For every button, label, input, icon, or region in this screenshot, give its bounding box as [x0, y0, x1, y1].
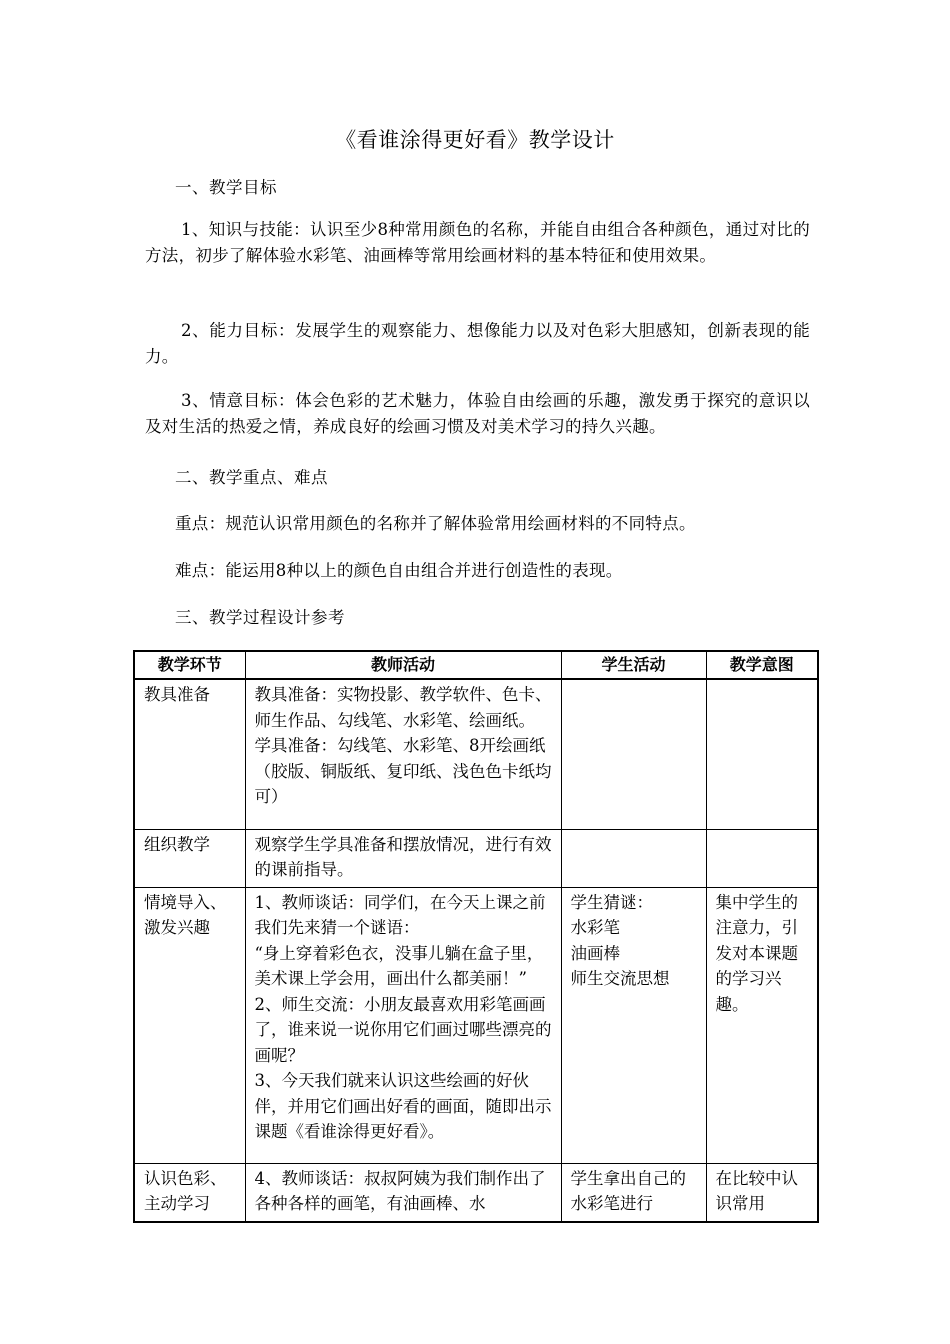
column-header-student-activity: 学生活动	[561, 651, 706, 679]
student-activity-cell: 学生拿出自己的水彩笔进行	[561, 1163, 706, 1222]
table-row	[134, 887, 818, 1163]
page-title: 《看谁涂得更好看》教学设计	[335, 128, 615, 152]
teaching-intent-cell: 在比较中认识常用	[706, 1163, 818, 1222]
section-heading-goals: 一、教学目标	[175, 178, 277, 197]
goal-paragraph-emotion: 3、情意目标：体会色彩的艺术魅力，体验自由绘画的乐趣，激发勇于探究的意识以及对生活的热爱之情，养成良好的绘画习惯及对美术学习的持久兴趣。	[145, 391, 810, 436]
table-row	[134, 679, 818, 829]
goal-paragraph-ability: 2、能力目标：发展学生的观察能力、想像能力以及对色彩大胆感知，创新表现的能力。	[145, 321, 810, 366]
difficult-point-text: 难点：能运用8种以上的颜色自由组合并进行创造性的表现。	[175, 561, 623, 580]
section-heading-process: 三、教学过程设计参考	[175, 608, 345, 627]
column-header-teaching-intent: 教学意图	[706, 651, 818, 679]
goal-paragraph-knowledge: 1、知识与技能：认识至少8种常用颜色的名称，并能自由组合各种颜色，通过对比的方法，初步了解体验水彩笔、油画棒等常用绘画材料的基本特征和使用效果。	[145, 220, 810, 265]
lesson-process-table	[133, 650, 819, 1223]
key-point-text: 重点：规范认识常用颜色的名称并了解体验常用绘画材料的不同特点。	[175, 514, 696, 533]
teacher-activity-cell: 1、教师谈话：同学们，在今天上课之前我们先来猜一个谜语： “身上穿着彩色衣，没事儿躺在盒子里，美术课上学会用，画出什么都美丽！” 2、师生交流：小朋友最喜欢用彩笔画画了，谁来说一说你用它们画过哪些漂亮的画呢？ 3、今天我们就来认识这些绘画的好伙伴，并用它们画出好看的画面，随即出示课题《看谁涂得更好看》。	[245, 887, 561, 1163]
teacher-activity-cell: 教具准备：实物投影、教学软件、色卡、师生作品、勾线笔、水彩笔、绘画纸。 学具准备：勾线笔、水彩笔、8开绘画纸（胶版、铜版纸、复印纸、浅色色卡纸均可）	[245, 679, 561, 829]
teaching-intent-cell: 集中学生的注意力，引发对本课题的学习兴趣。	[706, 887, 818, 1163]
table-row	[134, 1163, 818, 1222]
student-activity-cell: 学生猜谜： 水彩笔 油画棒 师生交流思想	[561, 887, 706, 1163]
column-header-stage: 教学环节	[134, 651, 245, 679]
stage-cell: 认识色彩、主动学习	[134, 1163, 245, 1222]
student-activity-cell	[561, 829, 706, 887]
stage-cell: 教具准备	[134, 679, 245, 829]
table-header-row	[134, 651, 818, 679]
student-activity-cell	[561, 679, 706, 829]
teaching-intent-cell	[706, 679, 818, 829]
column-header-teacher-activity: 教师活动	[245, 651, 561, 679]
teacher-activity-cell: 观察学生学具准备和摆放情况，进行有效的课前指导。	[245, 829, 561, 887]
stage-cell: 情境导入、激发兴趣	[134, 887, 245, 1163]
teacher-activity-cell: 4、教师谈话：叔叔阿姨为我们制作出了各种各样的画笔，有油画棒、水	[245, 1163, 561, 1222]
stage-cell: 组织教学	[134, 829, 245, 887]
section-heading-key-points: 二、教学重点、难点	[175, 468, 328, 487]
table-row	[134, 829, 818, 887]
teaching-intent-cell	[706, 829, 818, 887]
